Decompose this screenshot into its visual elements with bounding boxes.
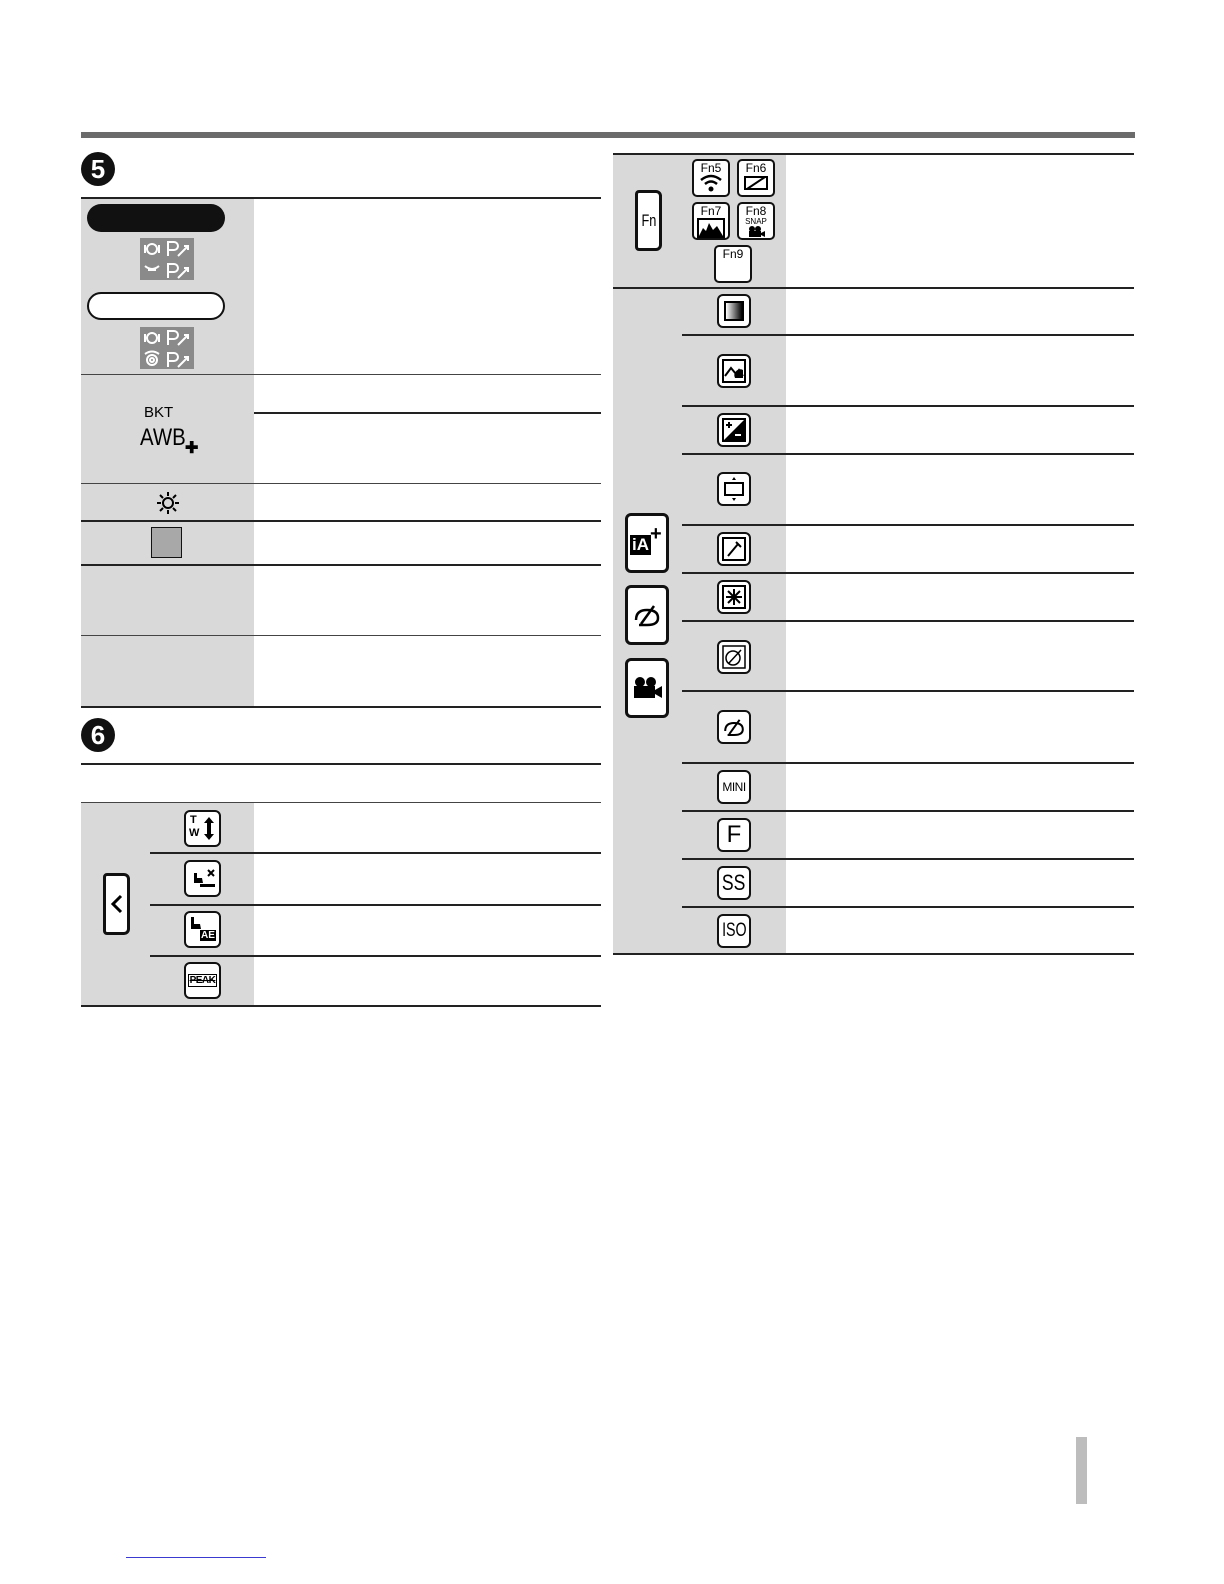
eyedropper-icon xyxy=(717,532,751,566)
eye-program-shift-icon xyxy=(140,327,194,369)
plus-icon: ✚ xyxy=(185,440,199,457)
row-divider xyxy=(150,955,601,957)
creative-control-tab-icon xyxy=(625,585,669,645)
fn7-histogram-icon: Fn7 xyxy=(692,202,730,240)
defocus-gradient-icon xyxy=(717,294,751,328)
row-divider xyxy=(682,810,1134,812)
soft-focus-icon xyxy=(717,640,751,674)
ia-plus-tab-icon: iA + xyxy=(625,513,669,573)
scene-picture-icon xyxy=(717,354,751,388)
awb-label: AWB xyxy=(140,424,186,451)
section-6-rule xyxy=(81,763,601,765)
row-divider xyxy=(150,904,601,906)
section-6-number: 6 xyxy=(81,718,115,752)
row-divider xyxy=(682,858,1134,860)
page-edge-marker xyxy=(1076,1437,1087,1504)
iso-icon: ISO xyxy=(717,914,751,948)
exposure-compensation-icon xyxy=(717,413,751,447)
fn8-snap-icon: Fn8 SNAP xyxy=(737,202,775,240)
sun-icon xyxy=(156,491,180,515)
section-5-number: 5 xyxy=(81,152,115,186)
frame-size-icon xyxy=(717,472,751,506)
row-divider xyxy=(682,572,1134,574)
row-empty-cell xyxy=(81,566,254,635)
row-divider xyxy=(613,953,1134,955)
touch-zoom-icon: T W xyxy=(184,810,221,847)
touch-shutter-off-icon xyxy=(184,860,221,897)
row-divider xyxy=(81,706,601,708)
color-swatch-icon xyxy=(151,527,182,558)
row-divider xyxy=(254,412,601,414)
row-divider xyxy=(682,524,1134,526)
fn5-wifi-icon: Fn5 xyxy=(692,159,730,197)
shutter-speed-icon: SS xyxy=(717,866,751,900)
black-pill-label xyxy=(87,204,225,232)
row-divider xyxy=(682,334,1134,336)
fn9-icon: Fn9 xyxy=(714,245,752,283)
row-divider xyxy=(682,906,1134,908)
movie-tab-icon xyxy=(625,658,669,718)
row-divider xyxy=(150,852,601,854)
footer-link-underline[interactable] xyxy=(126,1557,266,1558)
fn6-icon: Fn6 xyxy=(737,159,775,197)
row-divider xyxy=(682,762,1134,764)
lens-program-shift-icon xyxy=(140,238,194,280)
row-divider xyxy=(682,690,1134,692)
aperture-f-icon: F xyxy=(717,818,751,852)
peaking-icon: PEAK xyxy=(184,962,221,999)
white-pill-label xyxy=(87,292,225,320)
fn-tab-icon: Fn xyxy=(635,190,662,251)
row-empty-cell xyxy=(81,636,254,706)
star-filter-icon xyxy=(717,580,751,614)
touch-tab-icon xyxy=(103,873,130,935)
miniature-icon: MINI xyxy=(717,770,751,804)
row-divider xyxy=(81,1005,601,1007)
bkt-label: BKT xyxy=(144,404,174,421)
row-divider xyxy=(682,620,1134,622)
touch-ae-icon: AE xyxy=(184,911,221,948)
top-rule xyxy=(81,132,1135,138)
row-divider xyxy=(682,405,1134,407)
row-divider xyxy=(682,453,1134,455)
creative-control-icon xyxy=(717,710,751,744)
